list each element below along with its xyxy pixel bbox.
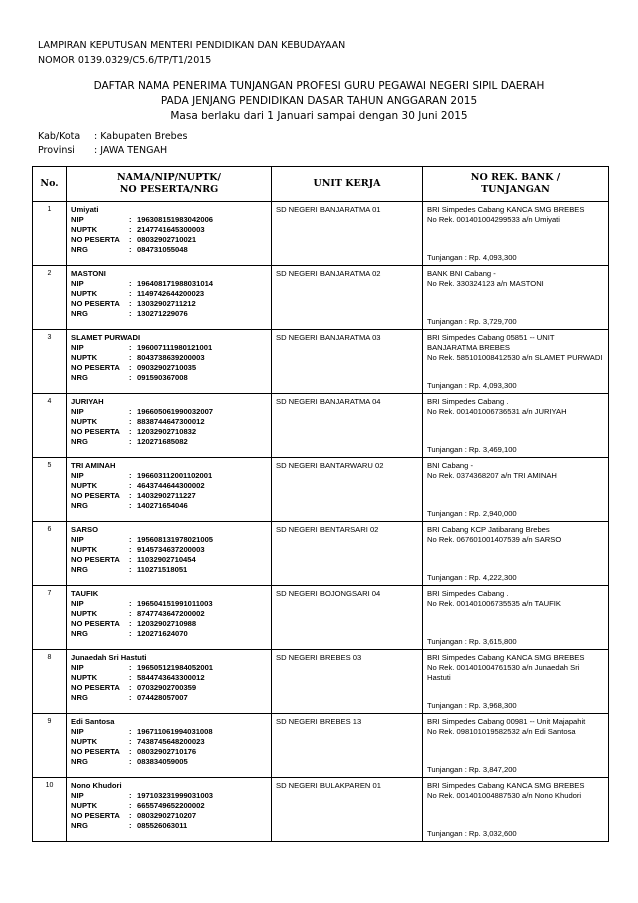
nip-value: 197103231999031003: [137, 791, 214, 800]
nrg-label: NRG: [71, 245, 88, 254]
nip-line: [71, 279, 267, 289]
unit-kerja-cell: SD NEGERI BOJONGSARI 04: [272, 586, 423, 650]
bank-account: BANK BNI Cabang - No Rek. 330324123 a/n MASTONI: [427, 269, 544, 288]
row-number: 7: [33, 586, 67, 650]
unit-kerja-cell: SD NEGERI BANTARWARU 02: [272, 458, 423, 522]
nuptk-value: 7438745648200023: [137, 737, 205, 746]
peserta-colon: :: [129, 555, 132, 564]
bank-cell: [423, 266, 609, 330]
nrg-value: 110271518051: [137, 565, 188, 574]
nip-label: NIP: [71, 663, 84, 672]
tunjangan-amount: Tunjangan : Rp. 2,940,000: [427, 509, 517, 518]
person-cell: [67, 394, 272, 458]
unit-kerja-cell: SD NEGERI BULAKPAREN 01: [272, 778, 423, 842]
nrg-colon: :: [129, 693, 132, 702]
header-nama-line2: NO PESERTA/NRG: [119, 184, 219, 195]
nip-label: NIP: [71, 215, 84, 224]
bank-info: [427, 333, 604, 391]
nuptk-label: NUPTK: [71, 801, 98, 810]
nip-colon: :: [129, 279, 132, 288]
nip-value: 196603112001102001: [137, 471, 213, 480]
nip-label: NIP: [71, 343, 84, 352]
person-cell: [67, 650, 272, 714]
peserta-line: [71, 491, 267, 501]
nuptk-colon: :: [129, 225, 132, 234]
person-cell: [67, 778, 272, 842]
table-row: [33, 394, 609, 458]
header-unit: UNIT KERJA: [272, 167, 423, 202]
nrg-line: [71, 309, 267, 319]
nrg-colon: :: [129, 757, 132, 766]
nip-line: [71, 215, 267, 225]
nrg-value: 120271624070: [137, 629, 188, 638]
title-line-2: PADA JENJANG PENDIDIKAN DASAR TAHUN ANGGARAN 2015: [160, 95, 478, 107]
bank-info: [427, 781, 604, 839]
nuptk-label: NUPTK: [71, 353, 98, 362]
nip-value: 196007111980121001: [137, 343, 213, 352]
bank-info: [427, 589, 604, 647]
nrg-value: 091590367008: [137, 373, 188, 382]
bank-info: [427, 653, 604, 711]
nuptk-line: [71, 737, 267, 747]
nuptk-colon: :: [129, 545, 132, 554]
nip-value: 195608131978021005: [137, 535, 214, 544]
nrg-value: 130271229076: [137, 309, 188, 318]
title-line-1: DAFTAR NAMA PENERIMA TUNJANGAN PROFESI GURU PEGAWAI NEGERI SIPIL DAERAH: [93, 80, 545, 92]
nuptk-colon: :: [129, 289, 132, 298]
row-number: 5: [33, 458, 67, 522]
nrg-value: 074428057007: [137, 693, 188, 702]
nip-label: NIP: [71, 727, 84, 736]
nrg-colon: :: [129, 629, 132, 638]
nip-value: 196505121984052001: [137, 663, 214, 672]
peserta-line: [71, 235, 267, 245]
nip-label: NIP: [71, 599, 84, 608]
meta-provinsi: [38, 145, 167, 157]
bank-account: BNI Cabang - No Rek. 0374368207 a/n TRI AMINAH: [427, 461, 557, 480]
nrg-label: NRG: [71, 437, 88, 446]
peserta-value: 09032902710035: [137, 363, 197, 372]
peserta-line: [71, 555, 267, 565]
peserta-value: 07032902700359: [137, 683, 197, 692]
peserta-label: NO PESERTA: [71, 811, 120, 820]
unit-kerja-cell: SD NEGERI BREBES 13: [272, 714, 423, 778]
nrg-colon: :: [129, 821, 132, 830]
table-row: [33, 330, 609, 394]
nrg-value: 140271654046: [137, 501, 188, 510]
nip-label: NIP: [71, 407, 84, 416]
peserta-colon: :: [129, 363, 132, 372]
nip-colon: :: [129, 727, 132, 736]
nuptk-label: NUPTK: [71, 417, 98, 426]
peserta-label: NO PESERTA: [71, 555, 120, 564]
nrg-label: NRG: [71, 821, 88, 830]
nuptk-label: NUPTK: [71, 737, 98, 746]
nip-line: [71, 407, 267, 417]
nuptk-line: [71, 481, 267, 491]
person-cell: [67, 714, 272, 778]
unit-kerja-cell: SD NEGERI BANJARATMA 01: [272, 202, 423, 266]
nip-value: 196308151983042006: [137, 215, 214, 224]
peserta-line: [71, 619, 267, 629]
table-header-row: [33, 167, 609, 202]
bank-cell: [423, 714, 609, 778]
person-name: TRI AMINAH: [71, 461, 116, 470]
nuptk-label: NUPTK: [71, 289, 98, 298]
tunjangan-amount: Tunjangan : Rp. 4,093,300: [427, 381, 517, 390]
row-number: 3: [33, 330, 67, 394]
bank-info: [427, 717, 604, 775]
nrg-label: NRG: [71, 629, 88, 638]
peserta-label: NO PESERTA: [71, 491, 120, 500]
kab-value: : Kabupaten Brebes: [94, 131, 188, 142]
nuptk-value: 8747743647200002: [137, 609, 205, 618]
bank-account: BRI Simpedes Cabang 00981 -- Unit Majapahit No Rek. 098101019582532 a/n Edi Santosa: [427, 717, 586, 736]
nuptk-value: 1149742644200023: [137, 289, 205, 298]
nuptk-value: 8838744647300012: [137, 417, 205, 426]
bank-account: BRI Cabang KCP Jatibarang Brebes No Rek. 067601001407539 a/n SARSO: [427, 525, 562, 544]
bank-cell: [423, 458, 609, 522]
bank-info: [427, 269, 604, 327]
nrg-label: NRG: [71, 693, 88, 702]
nrg-colon: :: [129, 245, 132, 254]
nuptk-value: 5844743643300012: [137, 673, 205, 682]
person-name: MASTONI: [71, 269, 106, 278]
peserta-label: NO PESERTA: [71, 619, 120, 628]
tunjangan-amount: Tunjangan : Rp. 3,032,600: [427, 829, 517, 838]
peserta-label: NO PESERTA: [71, 427, 120, 436]
header-line-1: LAMPIRAN KEPUTUSAN MENTERI PENDIDIKAN DAN KEBUDAYAAN: [38, 40, 346, 51]
nrg-value: 084731055048: [137, 245, 188, 254]
tunjangan-amount: Tunjangan : Rp. 3,469,100: [427, 445, 517, 454]
peserta-line: [71, 299, 267, 309]
nrg-line: [71, 437, 267, 447]
row-number: 9: [33, 714, 67, 778]
peserta-line: [71, 683, 267, 693]
nip-value: 196605061990032007: [137, 407, 214, 416]
peserta-colon: :: [129, 235, 132, 244]
nip-colon: :: [129, 791, 132, 800]
nrg-colon: :: [129, 373, 132, 382]
nrg-label: NRG: [71, 309, 88, 318]
tunjangan-amount: Tunjangan : Rp. 3,729,700: [427, 317, 517, 326]
peserta-colon: :: [129, 427, 132, 436]
nuptk-label: NUPTK: [71, 481, 98, 490]
nrg-colon: :: [129, 309, 132, 318]
bank-info: [427, 525, 604, 583]
nuptk-colon: :: [129, 801, 132, 810]
nuptk-label: NUPTK: [71, 673, 98, 682]
bank-info: [427, 461, 604, 519]
peserta-value: 08032902710207: [137, 811, 197, 820]
recipients-table: [32, 166, 609, 842]
unit-kerja-cell: SD NEGERI BENTARSARI 02: [272, 522, 423, 586]
person-name: Edi Santosa: [71, 717, 115, 726]
peserta-value: 13032902711212: [137, 299, 196, 308]
peserta-colon: :: [129, 683, 132, 692]
tunjangan-amount: Tunjangan : Rp. 3,615,800: [427, 637, 517, 646]
person-cell: [67, 266, 272, 330]
peserta-line: [71, 363, 267, 373]
nip-colon: :: [129, 215, 132, 224]
peserta-colon: :: [129, 811, 132, 820]
bank-cell: [423, 522, 609, 586]
bank-cell: [423, 202, 609, 266]
bank-account: BRI Simpedes Cabang . No Rek. 001401006735535 a/n TAUFIK: [427, 589, 561, 608]
tunjangan-amount: Tunjangan : Rp. 3,847,200: [427, 765, 517, 774]
person-cell: [67, 458, 272, 522]
nrg-line: [71, 373, 267, 383]
nrg-label: NRG: [71, 373, 88, 382]
row-number: 10: [33, 778, 67, 842]
peserta-line: [71, 747, 267, 757]
table-row: [33, 458, 609, 522]
kab-label: Kab/Kota: [38, 131, 81, 142]
row-number: 2: [33, 266, 67, 330]
nip-colon: :: [129, 343, 132, 352]
bank-account: BRI Simpedes Cabang KANCA SMG BREBES No Rek. 001401004761530 a/n Junaedah Sri Hastuti: [427, 653, 585, 682]
table-row: [33, 522, 609, 586]
peserta-value: 14032902711227: [137, 491, 196, 500]
nuptk-value: 2147741645300003: [137, 225, 205, 234]
nip-label: NIP: [71, 535, 84, 544]
peserta-value: 08032902710021: [137, 235, 197, 244]
nuptk-line: [71, 225, 267, 235]
person-name: Junaedah Sri Hastuti: [71, 653, 147, 662]
nuptk-colon: :: [129, 609, 132, 618]
nip-label: NIP: [71, 471, 84, 480]
nuptk-value: 8043738639200003: [137, 353, 205, 362]
nrg-colon: :: [129, 501, 132, 510]
nuptk-value: 9145734637200003: [137, 545, 205, 554]
unit-kerja-cell: SD NEGERI BANJARATMA 02: [272, 266, 423, 330]
table-row: [33, 266, 609, 330]
nrg-line: [71, 693, 267, 703]
nrg-line: [71, 629, 267, 639]
nuptk-line: [71, 289, 267, 299]
nrg-line: [71, 757, 267, 767]
nip-line: [71, 791, 267, 801]
person-cell: [67, 586, 272, 650]
header-rek-line1: NO REK. BANK /: [470, 172, 561, 183]
nip-value: 196711061994031008: [137, 727, 213, 736]
nrg-colon: :: [129, 437, 132, 446]
title-line-3: Masa berlaku dari 1 Januari sampai dengan 30 Juni 2015: [170, 110, 468, 122]
person-cell: [67, 522, 272, 586]
person-name: Umiyati: [71, 205, 99, 214]
header-rek: [423, 167, 609, 202]
peserta-colon: :: [129, 491, 132, 500]
table-body: [33, 202, 609, 842]
peserta-colon: :: [129, 619, 132, 628]
nrg-value: 085526063011: [137, 821, 188, 830]
nip-colon: :: [129, 407, 132, 416]
nrg-line: [71, 821, 267, 831]
nuptk-value: 6655749652200002: [137, 801, 205, 810]
nuptk-label: NUPTK: [71, 609, 98, 618]
peserta-colon: :: [129, 299, 132, 308]
prov-label: Provinsi: [38, 145, 75, 156]
nuptk-colon: :: [129, 673, 132, 682]
person-name: SLAMET PURWADI: [71, 333, 141, 342]
nuptk-line: [71, 545, 267, 555]
nrg-line: [71, 245, 267, 255]
nuptk-label: NUPTK: [71, 545, 98, 554]
bank-account: BRI Simpedes Cabang . No Rek. 001401006736531 a/n JURIYAH: [427, 397, 567, 416]
nuptk-colon: :: [129, 737, 132, 746]
nip-colon: :: [129, 471, 132, 480]
nuptk-line: [71, 417, 267, 427]
nip-line: [71, 727, 267, 737]
bank-cell: [423, 330, 609, 394]
bank-account: BRI Simpedes Cabang 05851 -- UNIT BANJARATMA BREBES No Rek. 585101008412530 a/n SLAMET PURWADI: [427, 333, 603, 362]
peserta-value: 12032902710988: [137, 619, 197, 628]
peserta-line: [71, 427, 267, 437]
nrg-label: NRG: [71, 501, 88, 510]
nrg-colon: :: [129, 565, 132, 574]
nip-line: [71, 599, 267, 609]
nuptk-label: NUPTK: [71, 225, 98, 234]
nuptk-value: 4643744644300002: [137, 481, 205, 490]
table-row: [33, 650, 609, 714]
person-name: TAUFIK: [71, 589, 99, 598]
peserta-label: NO PESERTA: [71, 363, 120, 372]
nip-colon: :: [129, 535, 132, 544]
nrg-value: 083834059005: [137, 757, 188, 766]
nuptk-line: [71, 801, 267, 811]
nip-line: [71, 343, 267, 353]
nrg-label: NRG: [71, 565, 88, 574]
header-no: No.: [33, 167, 67, 202]
nip-label: NIP: [71, 279, 84, 288]
table-row: [33, 202, 609, 266]
unit-kerja-cell: SD NEGERI BREBES 03: [272, 650, 423, 714]
tunjangan-amount: Tunjangan : Rp. 4,093,300: [427, 253, 517, 262]
peserta-value: 11032902710454: [137, 555, 196, 564]
tunjangan-amount: Tunjangan : Rp. 4,222,300: [427, 573, 517, 582]
nrg-value: 120271685082: [137, 437, 188, 446]
nrg-line: [71, 501, 267, 511]
nip-value: 196504151991011003: [137, 599, 213, 608]
nuptk-line: [71, 609, 267, 619]
table-row: [33, 586, 609, 650]
header-nama-line1: NAMA/NIP/NUPTK/: [116, 172, 222, 183]
bank-cell: [423, 778, 609, 842]
peserta-value: 08032902710176: [137, 747, 197, 756]
nip-value: 196408171988031014: [137, 279, 214, 288]
bank-account: BRI Simpedes Cabang KANCA SMG BREBES No Rek. 001401004887530 a/n Nono Khudori: [427, 781, 585, 800]
peserta-label: NO PESERTA: [71, 235, 120, 244]
row-number: 6: [33, 522, 67, 586]
person-cell: [67, 202, 272, 266]
nip-colon: :: [129, 599, 132, 608]
bank-info: [427, 205, 604, 263]
header-rek-line2: TUNJANGAN: [481, 184, 550, 195]
nip-line: [71, 535, 267, 545]
unit-kerja-cell: SD NEGERI BANJARATMA 04: [272, 394, 423, 458]
row-number: 8: [33, 650, 67, 714]
nip-line: [71, 471, 267, 481]
unit-kerja-cell: SD NEGERI BANJARATMA 03: [272, 330, 423, 394]
person-cell: [67, 330, 272, 394]
nuptk-colon: :: [129, 417, 132, 426]
nuptk-colon: :: [129, 481, 132, 490]
tunjangan-amount: Tunjangan : Rp. 3,968,300: [427, 701, 517, 710]
peserta-label: NO PESERTA: [71, 299, 120, 308]
table-row: [33, 778, 609, 842]
table-row: [33, 714, 609, 778]
bank-cell: [423, 586, 609, 650]
meta-kabupaten: [38, 131, 188, 143]
peserta-label: NO PESERTA: [71, 683, 120, 692]
peserta-value: 12032902710832: [137, 427, 197, 436]
nip-label: NIP: [71, 791, 84, 800]
row-number: 1: [33, 202, 67, 266]
header-line-2: NOMOR 0139.0329/C5.6/TP/T1/2015: [38, 55, 212, 66]
prov-value: : JAWA TENGAH: [94, 145, 168, 156]
peserta-colon: :: [129, 747, 132, 756]
bank-account: BRI Simpedes Cabang KANCA SMG BREBES No Rek. 001401004299533 a/n Umiyati: [427, 205, 585, 224]
nuptk-colon: :: [129, 353, 132, 362]
nuptk-line: [71, 673, 267, 683]
nuptk-line: [71, 353, 267, 363]
header-nama: [67, 167, 272, 202]
bank-cell: [423, 394, 609, 458]
person-name: Nono Khudori: [71, 781, 122, 790]
peserta-line: [71, 811, 267, 821]
person-name: SARSO: [71, 525, 99, 534]
nrg-line: [71, 565, 267, 575]
nip-colon: :: [129, 663, 132, 672]
bank-cell: [423, 650, 609, 714]
nrg-label: NRG: [71, 757, 88, 766]
person-name: JURIYAH: [71, 397, 104, 406]
nip-line: [71, 663, 267, 673]
row-number: 4: [33, 394, 67, 458]
bank-info: [427, 397, 604, 455]
peserta-label: NO PESERTA: [71, 747, 120, 756]
